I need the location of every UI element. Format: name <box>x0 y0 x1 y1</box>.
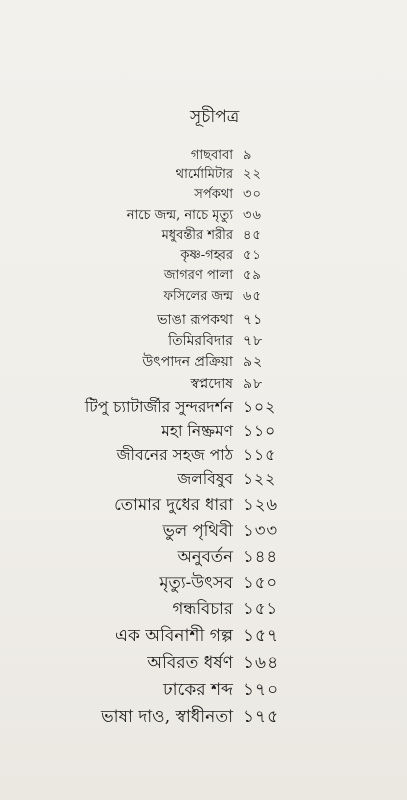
entry-title: অনুবর্তন <box>177 547 233 566</box>
entry-title: মধুবন্তীর শরীর <box>161 228 233 243</box>
entry-title: নাচে জন্ম, নাচে মৃত্যু <box>126 208 233 223</box>
entry-title: টিপু চ্যাটার্জীর সুন্দরদর্শন <box>84 398 233 416</box>
toc-entry <box>0 677 407 699</box>
entry-page-number: ১১৫ <box>243 446 277 464</box>
entry-title: ঢাকের শব্দ <box>162 680 233 700</box>
entry-title: কৃষ্ণ-গহ্বর <box>180 248 233 263</box>
entry-page-number: ১২৬ <box>243 495 279 514</box>
entry-page-number: ১৫৭ <box>243 626 280 646</box>
toc-entry <box>0 246 407 268</box>
toc-entry <box>0 544 407 566</box>
entry-title: সর্পকথা <box>194 187 233 202</box>
entry-page-number: ৩৬ <box>243 208 262 223</box>
entry-page-number: ১০২ <box>243 398 277 416</box>
entry-page-number: ৭১ <box>243 312 264 328</box>
toc-entry <box>0 596 407 618</box>
entry-page-number: ১৭০ <box>243 680 280 700</box>
entry-title: এক অবিনাশী গল্প <box>115 626 233 646</box>
entry-title: মহা নিষ্ক্রমণ <box>161 422 233 440</box>
toc-entry <box>0 165 407 187</box>
entry-title: তোমার দুধের ধারা <box>114 495 233 514</box>
entry-title: ফসিলের জন্ম <box>163 289 233 304</box>
toc-entry <box>0 570 407 592</box>
entry-title: জাগরণ পালা <box>163 268 233 283</box>
entry-title: জীবনের সহজ পাঠ <box>116 446 233 464</box>
entry-title: গাছবাবা <box>190 148 233 163</box>
entry-page-number: ৩০ <box>243 187 262 202</box>
entry-page-number: ১৭৫ <box>243 707 280 727</box>
entry-title: থার্মোমিটার <box>175 167 233 182</box>
page-title: সূচীপত্র <box>190 107 240 127</box>
toc-entry <box>0 650 407 672</box>
toc-entry <box>0 492 407 514</box>
toc-entry <box>0 518 407 540</box>
entry-page-number: ১৩৩ <box>243 521 279 540</box>
toc-entry <box>0 287 407 309</box>
entry-page-number: ৯৮ <box>243 376 264 392</box>
toc-entry <box>0 185 407 207</box>
entry-page-number: ১৫০ <box>243 573 279 592</box>
toc-entry <box>0 329 407 351</box>
entry-page-number: ১৫১ <box>243 599 279 618</box>
entry-title: অবিরত ধর্ষণ <box>147 653 233 673</box>
toc-entry <box>0 226 407 248</box>
entry-page-number: ১১০ <box>243 422 277 440</box>
entry-page-number: ১৪৪ <box>243 547 279 566</box>
entry-page-number: ৬৫ <box>243 289 262 304</box>
toc-entry <box>0 623 407 645</box>
entry-title: ভাষা দাও, স্বাধীনতা <box>101 707 233 727</box>
toc-entry <box>0 419 407 441</box>
entry-title: গন্ধবিচার <box>172 599 233 618</box>
toc-entry <box>0 308 407 330</box>
entry-page-number: ১৬৪ <box>243 653 280 673</box>
entry-page-number: ৪৫ <box>243 228 262 243</box>
toc-entry <box>0 372 407 394</box>
entry-page-number: ২২ <box>243 167 262 182</box>
entry-title: স্বপ্নদোষ <box>190 376 233 392</box>
toc-entry <box>0 395 407 417</box>
entry-page-number: ১২২ <box>243 470 277 488</box>
entry-title: মৃত্যু-উৎসব <box>159 573 233 592</box>
toc-entry <box>0 350 407 372</box>
toc-entry <box>0 443 407 465</box>
toc-entry <box>0 704 407 726</box>
entry-page-number: ৯ <box>243 148 253 163</box>
entry-title: উৎপাদন প্রক্রিয়া <box>142 354 233 370</box>
entry-page-number: ৭৮ <box>243 333 264 349</box>
entry-page-number: ৯২ <box>243 354 264 370</box>
toc-entry <box>0 206 407 228</box>
entry-title: তিমিরবিদার <box>168 333 233 349</box>
entry-page-number: ৫১ <box>243 248 262 263</box>
entry-page-number: ৫৯ <box>243 268 262 283</box>
entry-title: জলবিষুব <box>177 470 233 488</box>
entry-title: ভুল পৃথিবী <box>162 521 233 540</box>
toc-entry <box>0 266 407 288</box>
toc-entry <box>0 467 407 489</box>
entry-title: ভাঙা রূপকথা <box>157 312 233 328</box>
